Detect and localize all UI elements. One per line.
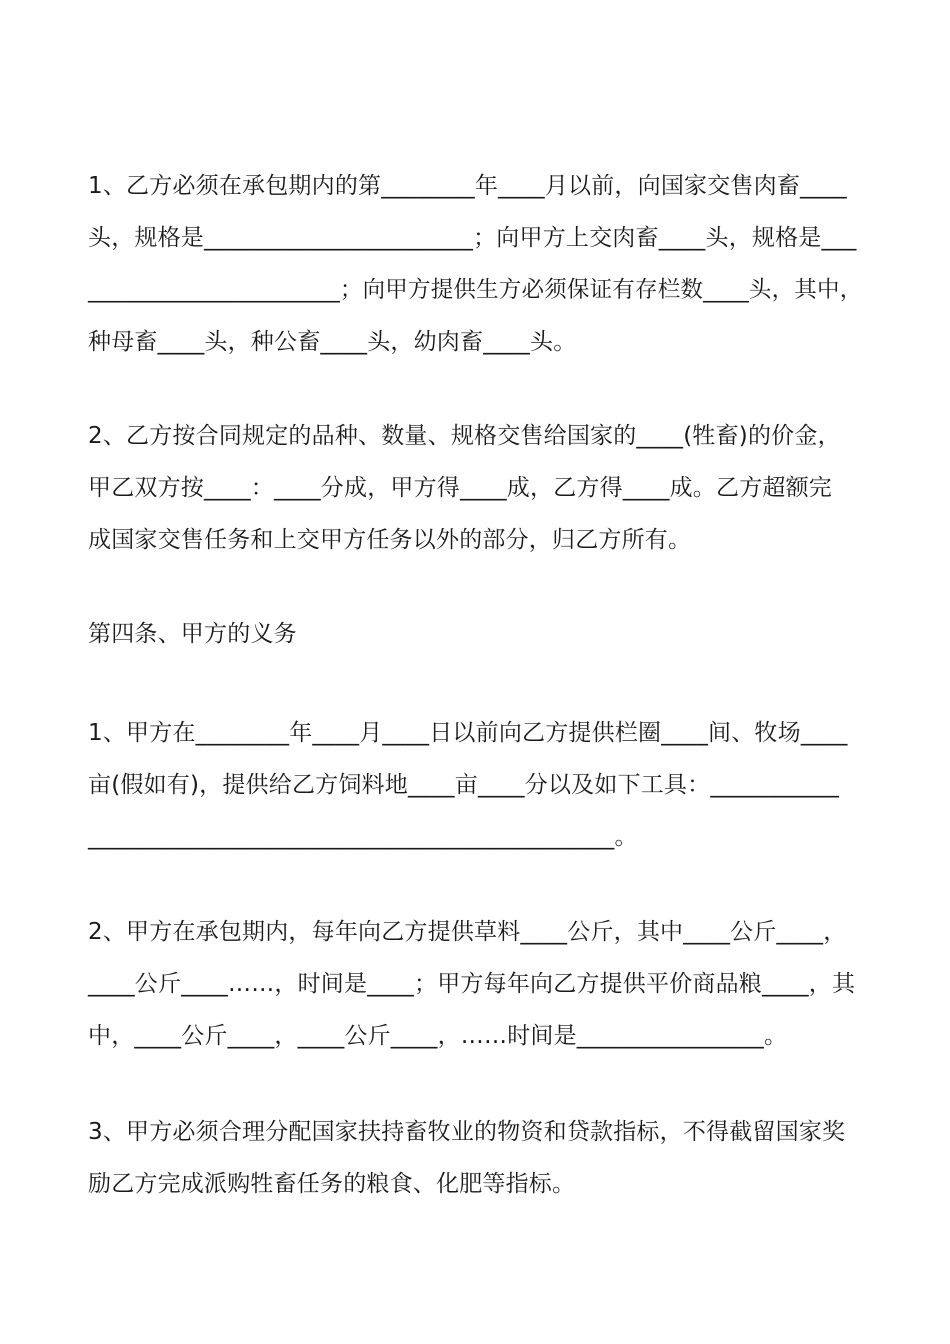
- text-line: 励乙方完成派购牲畜任务的粮食、化肥等指标。: [88, 1171, 576, 1197]
- paragraph-revenue-split: [88, 410, 878, 566]
- text-line: 3、甲方必须合理分配国家扶持畜牧业的物资和贷款指标，不得截留国家奖: [88, 1119, 846, 1145]
- paragraph-resource-allocation: [88, 1106, 878, 1210]
- text-line: ____公斤____……，时间是____；甲方每年向乙方提供平价商品粮____，其: [88, 971, 856, 997]
- paragraph-delivery-obligation: [88, 160, 878, 368]
- text-line: 2、乙方按合同规定的品种、数量、规格交售给国家的____(牲畜)的价金，: [88, 423, 841, 449]
- text-line: 甲乙双方按____：____分成，甲方得____成，乙方得____成。乙方超额完: [88, 475, 832, 501]
- section-heading: 第四条、甲方的义务: [88, 621, 297, 647]
- text-line: 中，____公斤____，____公斤____，……时间是________________。: [88, 1023, 788, 1049]
- text-line: _____________________________________________。: [88, 824, 638, 850]
- text-line: 成国家交售任务和上交甲方任务以外的部分，归乙方所有。: [88, 527, 692, 553]
- section-heading-party-a-obligations: [88, 608, 878, 660]
- text-line: ______________________；向甲方提供生方必须保证有存栏数____头，其中，: [88, 277, 863, 303]
- text-line: 1、乙方必须在承包期内的第________年____月以前，向国家交售肉畜____: [88, 173, 847, 199]
- text-line: 种母畜____头，种公畜____头，幼肉畜____头。: [88, 329, 577, 355]
- text-line: 头，规格是_______________________；向甲方上交肉畜____头，规格是___: [88, 225, 857, 251]
- text-line: 2、甲方在承包期内，每年向乙方提供草料____公斤，其中____公斤____，: [88, 919, 847, 945]
- text-line: 1、甲方在________年____月____日以前向乙方提供栏圈____间、牧场____: [88, 720, 848, 746]
- paragraph-fodder-provision: [88, 906, 878, 1062]
- text-line: 亩(假如有)，提供给乙方饲料地____亩____分以及如下工具：___________: [88, 772, 840, 798]
- paragraph-facilities-provision: [88, 707, 878, 863]
